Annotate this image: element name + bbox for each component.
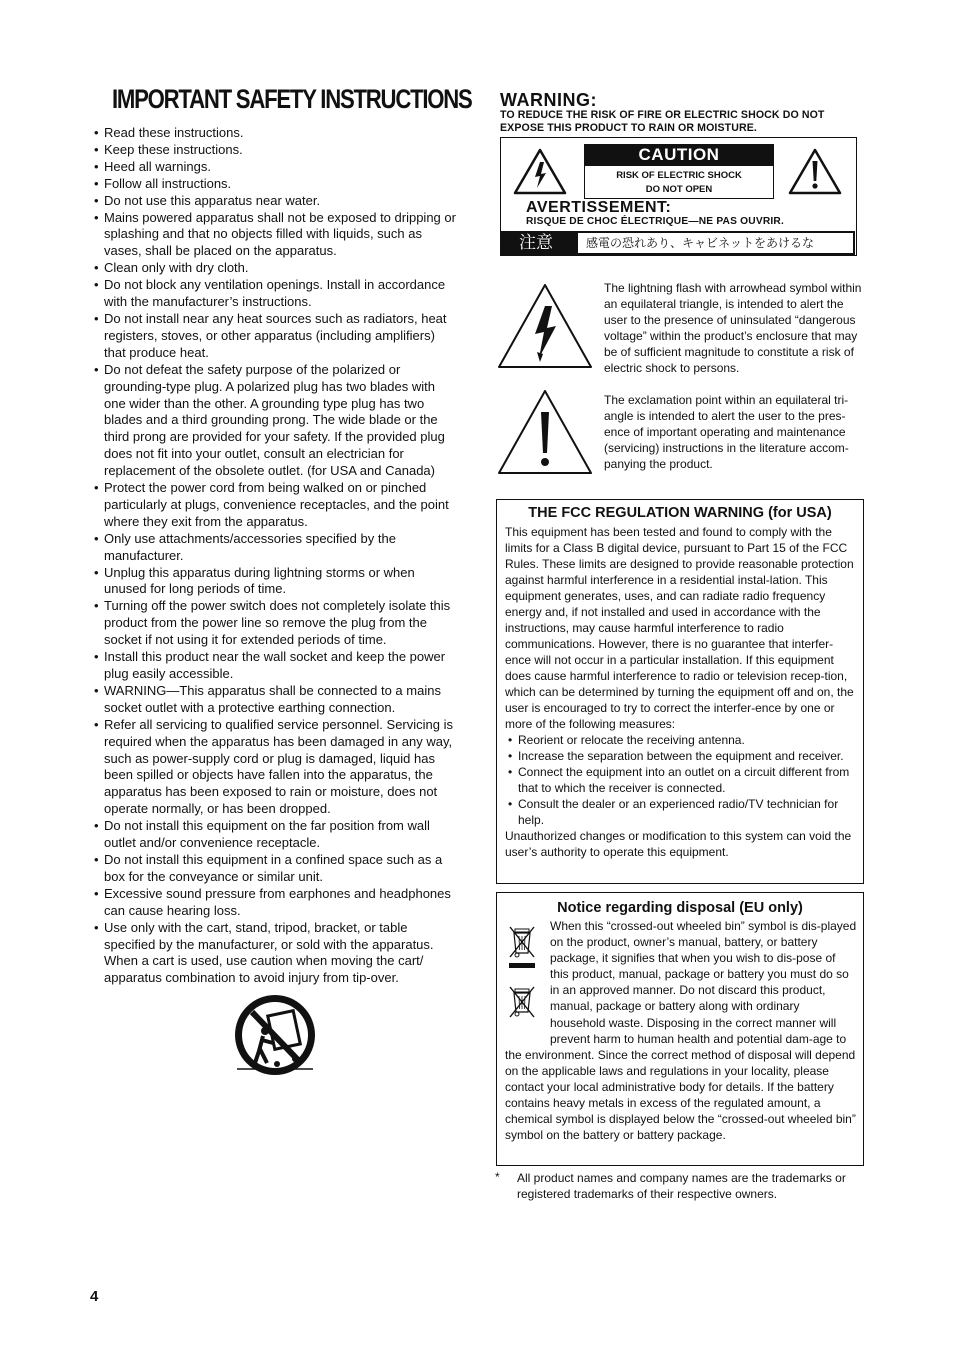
caution-title: CAUTION	[584, 144, 774, 165]
fcc-measures-list	[505, 732, 855, 828]
list-item: • Do not install this equipment on the far position from wall outlet and/or convenience receptacle.	[94, 818, 460, 852]
list-item: • Heed all warnings.	[94, 159, 460, 176]
lightning-bolt-triangle-icon	[496, 282, 594, 370]
page-title: IMPORTANT SAFETY INSTRUCTIONS	[112, 84, 472, 114]
list-item: • Do not install this equipment in a confined space such as a box for the conveyance or similar unit.	[94, 852, 460, 886]
list-item: • Do not block any ventilation openings. Install in accordance with the manufacturer’s instructions.	[94, 277, 460, 311]
warning-text: TO REDUCE THE RISK OF FIRE OR ELECTRIC SHOCK DO NOT EXPOSE THIS PRODUCT TO RAIN OR MOISTURE.	[500, 109, 825, 134]
caution-message	[584, 165, 774, 199]
list-item: • Install this product near the wall socket and keep the power plug easily accessible.	[94, 649, 460, 683]
list-item: • Protect the power cord from being walked on or pinched particularly at plugs, convenience receptacles, and the point where they exit from the apparatus.	[94, 480, 460, 531]
fcc-intro: This equipment has been tested and found to comply with the limits for a Class B digital device, pursuant to Part 15 of the FCC Rules. These limits are designed to provide reasonable protection against harmful interference in a residential instal-lation. This equipment generates, uses, and can radiate radio frequency energy and, if not installed and used in accordance with the instructions, may cause harmful interference to radio communications. However, there is no guarantee that interfer-ence will not occur in a particular installation. If this equipment does cause harmful interference to radio or television recep-tion, which can be determined by turning the equipment off and on, the user is encouraged to try to correct the interfer-ence by one or more of the following measures:	[505, 525, 854, 731]
cart-tipover-warning-icon	[229, 993, 321, 1079]
eu-disposal-text: When this “crossed-out wheeled bin” symbol is dis-played on the product, owner’s manual, battery, or battery package, it signifies that when you wish to dis-pose of this product, manual, package or battery you must do so in an approved manner. Do not discard this product, manual, package or battery along with ordinary household waste. Disposing in the correct manner will prevent harm to human health and potential dam-age to the environment. Since the correct method of disposal will depend on the applicable laws and regulations in your locality, please contact your local administrative body for details. If the battery contains heavy metals in excess of the regulated amount, a chemical symbol is displayed below the “crossed-out wheeled bin” symbol on the battery or battery package.	[505, 919, 857, 1143]
safety-instructions-list	[94, 125, 460, 987]
list-item: • Keep these instructions.	[94, 142, 460, 159]
footnote-text: All product names and company names are the trademarks or registered trademarks of their respective owners.	[517, 1171, 846, 1201]
list-item: • Do not defeat the safety purpose of the polarized or grounding-type plug. A polarized plug has two blades with one wider than the other. A grounding type plug has two blades and a third grounding prong. The wide blade or the third prong are provided for your safety. If the provided plug does not fit into your outlet, consult an electrician for replacement of the obsolete outlet. (for USA and Canada)	[94, 362, 460, 480]
list-item: • Turning off the power switch does not completely isolate this product from the power line so remove the plug from the socket if not using it for extended periods of time.	[94, 598, 460, 649]
footnote-mark: *	[495, 1170, 500, 1184]
exclamation-triangle-icon	[788, 147, 842, 195]
warning-title: WARNING:	[500, 90, 597, 110]
japanese-warning-row	[501, 231, 855, 255]
fcc-title: THE FCC REGULATION WARNING (for USA)	[528, 505, 832, 521]
eu-disposal-box	[496, 892, 864, 1166]
list-item: • Do not use this apparatus near water.	[94, 193, 460, 210]
list-item: • Use only with the cart, stand, tripod, bracket, or table specified by the manufacturer, or sold with the apparatus. When a cart is used, use caution when moving the cart/ apparatus combination to avoid injury from tip-over.	[94, 920, 460, 988]
fcc-body	[505, 524, 855, 860]
eu-disposal-title: Notice regarding disposal (EU only)	[557, 900, 803, 916]
list-item: • Only use attachments/accessories specified by the manufacturer.	[94, 531, 460, 565]
eu-disposal-body	[505, 918, 857, 1143]
avertissement-text: RISQUE DE CHOC ÉLECTRIQUE—NE PAS OUVRIR.	[526, 216, 784, 227]
list-item: • Clean only with dry cloth.	[94, 260, 460, 277]
list-item: • Increase the separation between the equipment and receiver.	[505, 748, 855, 764]
exclamation-symbol-description: The exclamation point within an equilateral tri-angle is intended to alert the user to the pres-ence of important operating and maintenance (servicing) instructions in the literature accom-panying the product.	[604, 393, 849, 471]
list-item: • Read these instructions.	[94, 125, 460, 142]
page-number: 4	[90, 1288, 99, 1305]
caution-label	[500, 137, 857, 256]
list-item: • Consult the dealer or an experienced radio/TV technician for help.	[505, 796, 855, 828]
avertissement-title: AVERTISSEMENT:	[526, 199, 672, 216]
list-item: • Follow all instructions.	[94, 176, 460, 193]
fcc-closing: Unauthorized changes or modification to this system can void the user’s authority to operate this equipment.	[505, 829, 852, 859]
lightning-symbol-description: The lightning flash with arrowhead symbol within an equilateral triangle, is intended to alert the user to the presence of uninsulated “dangerous voltage” within the product’s enclosure that may be of sufficient magnitude to constitute a risk of electric shock to persons.	[604, 281, 862, 375]
exclamation-triangle-icon	[496, 388, 594, 476]
list-item: • Connect the equipment into an outlet on a circuit different from that to which the receiver is connected.	[505, 764, 855, 796]
list-item: • Reorient or relocate the receiving antenna.	[505, 732, 855, 748]
crossed-out-wheeled-bin-icon	[507, 923, 537, 971]
crossed-out-wheeled-bin-icon	[507, 985, 537, 1019]
list-item: • Unplug this apparatus during lightning storms or when unused for long periods of time.	[94, 565, 460, 599]
list-item: • Mains powered apparatus shall not be exposed to dripping or splashing and that no objects filled with liquids, such as vases, shall be placed on the apparatus.	[94, 210, 460, 261]
japanese-caution-label: 注意	[519, 233, 553, 252]
caution-line-do-not-open: DO NOT OPEN	[645, 184, 713, 195]
caution-line-risk: RISK OF ELECTRIC SHOCK	[616, 170, 742, 181]
fcc-warning-box	[496, 499, 864, 884]
list-item: • Do not install near any heat sources such as radiators, heat registers, stoves, or other apparatus (including amplifiers) that produce heat.	[94, 311, 460, 362]
japanese-caution-text: 感電の恐れあり、キャビネットをあけるな	[578, 233, 853, 253]
list-item: • WARNING—This apparatus shall be connected to a mains socket outlet with a protective earthing connection.	[94, 683, 460, 717]
list-item: • Excessive sound pressure from earphones and headphones can cause hearing loss.	[94, 886, 460, 920]
list-item: • Refer all servicing to qualified service personnel. Servicing is required when the apparatus has been damaged in any way, such as power-supply cord or plug is damaged, liquid has been spilled or objects have fallen into the apparatus, the apparatus has been exposed to rain or moisture, does not operate normally, or has been dropped.	[94, 717, 460, 818]
lightning-bolt-triangle-icon	[513, 147, 567, 195]
